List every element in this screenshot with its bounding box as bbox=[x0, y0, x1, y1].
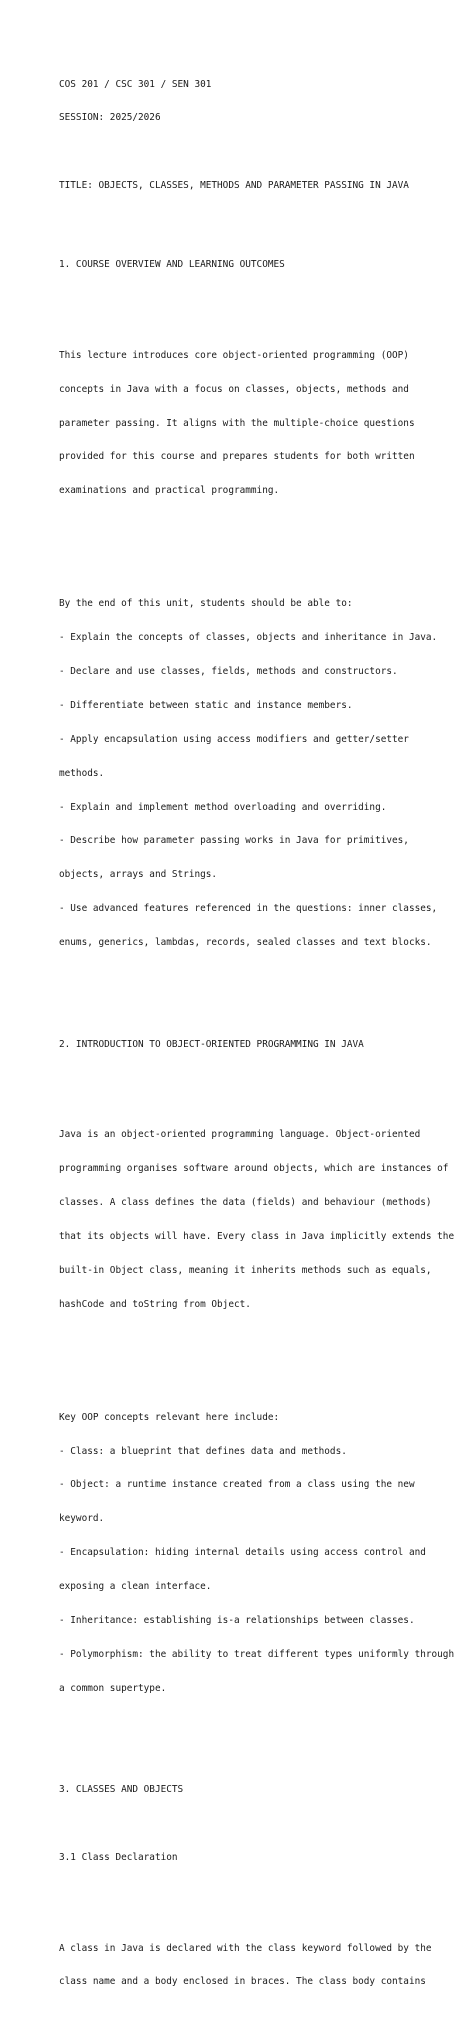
blank-line bbox=[59, 146, 474, 157]
outcome-item: - Declare and use classes, fields, methods and constructors. bbox=[59, 666, 398, 678]
paragraph-line: class name and a body enclosed in braces. The class body contains bbox=[59, 1976, 426, 1988]
concept-item: - Polymorphism: the ability to treat different types uniformly through bbox=[59, 1648, 455, 1660]
blank-line bbox=[59, 293, 474, 304]
outcomes-lead: By the end of this unit, students should be able to: bbox=[59, 598, 353, 610]
paragraph-line: examinations and practical programming. bbox=[59, 485, 280, 497]
outcome-item: - Differentiate between static and instance members. bbox=[59, 699, 353, 711]
blank-line bbox=[59, 994, 474, 1005]
outcome-item: - Explain the concepts of classes, objects and inheritance in Java. bbox=[59, 632, 438, 644]
blank-line bbox=[59, 214, 474, 225]
blank-line bbox=[59, 1355, 474, 1366]
paragraph-line: This lecture introduces core object-oriented programming (OOP) bbox=[59, 349, 409, 361]
outcome-item: enums, generics, lambdas, records, sealed classes and text blocks. bbox=[59, 937, 432, 949]
concept-item: - Inheritance: establishing is-a relationships between classes. bbox=[59, 1614, 415, 1626]
concept-item: exposing a clean interface. bbox=[59, 1581, 212, 1593]
paragraph-line: that its objects will have. Every class in Java implicitly extends the bbox=[59, 1230, 455, 1242]
blank-line bbox=[59, 1739, 474, 1750]
section1-intro bbox=[59, 327, 474, 519]
paragraph-line: A class in Java is declared with the class keyword followed by the bbox=[59, 1942, 432, 1954]
blank-line bbox=[59, 1886, 474, 1897]
section-heading-1: 1. COURSE OVERVIEW AND LEARNING OUTCOMES bbox=[59, 259, 285, 271]
subsection-heading-3-1: 3.1 Class Declaration bbox=[59, 1852, 178, 1864]
paragraph-line: classes. A class defines the data (fields) and behaviour (methods) bbox=[59, 1196, 432, 1208]
concept-item: - Encapsulation: hiding internal details using access control and bbox=[59, 1547, 426, 1559]
concepts-lead: Key OOP concepts relevant here include: bbox=[59, 1411, 280, 1423]
session-line: SESSION: 2025/2026 bbox=[59, 112, 161, 124]
concept-item: - Class: a blueprint that defines data and methods. bbox=[59, 1445, 347, 1457]
paragraph-line: provided for this course and prepares students for both written bbox=[59, 451, 415, 463]
document-title: TITLE: OBJECTS, CLASSES, METHODS AND PARAMETER PASSING IN JAVA bbox=[59, 180, 409, 192]
paragraph-line: programming organises software around objects, which are instances of bbox=[59, 1163, 449, 1175]
outcome-item: objects, arrays and Strings. bbox=[59, 869, 218, 881]
blank-line bbox=[59, 542, 474, 553]
course-codes: COS 201 / CSC 301 / SEN 301 bbox=[59, 78, 212, 90]
paragraph-line: built-in Object class, meaning it inherits methods such as equals, bbox=[59, 1264, 432, 1276]
concept-item: - Object: a runtime instance created from a class using the new bbox=[59, 1479, 415, 1491]
paragraph-line: parameter passing. It aligns with the multiple-choice questions bbox=[59, 417, 415, 429]
outcome-item: - Use advanced features referenced in the questions: inner classes, bbox=[59, 903, 438, 915]
section1-outcomes bbox=[59, 576, 474, 971]
document-text bbox=[59, 56, 474, 2033]
outcome-item: - Describe how parameter passing works in Java for primitives, bbox=[59, 835, 409, 847]
concept-item: a common supertype. bbox=[59, 1682, 167, 1694]
outcome-item: - Apply encapsulation using access modifiers and getter/setter bbox=[59, 733, 409, 745]
section-heading-3: 3. CLASSES AND OBJECTS bbox=[59, 1784, 184, 1796]
outcome-item: - Explain and implement method overloading and overriding. bbox=[59, 801, 387, 813]
blank-line bbox=[59, 1818, 474, 1829]
section2-intro bbox=[59, 1107, 474, 1333]
outcome-item: methods. bbox=[59, 767, 105, 779]
blank-line bbox=[59, 1073, 474, 1084]
paragraph-line: Java is an object-oriented programming language. Object-oriented bbox=[59, 1129, 421, 1141]
section2-concepts bbox=[59, 1389, 474, 1717]
paragraph-line: hashCode and toString from Object. bbox=[59, 1298, 251, 1310]
paragraph-line: concepts in Java with a focus on classes, objects, methods and bbox=[59, 383, 409, 395]
section-heading-2: 2. INTRODUCTION TO OBJECT-ORIENTED PROGRAMMING IN JAVA bbox=[59, 1038, 364, 1050]
concept-item: keyword. bbox=[59, 1513, 105, 1525]
section3-intro bbox=[59, 1920, 474, 2010]
